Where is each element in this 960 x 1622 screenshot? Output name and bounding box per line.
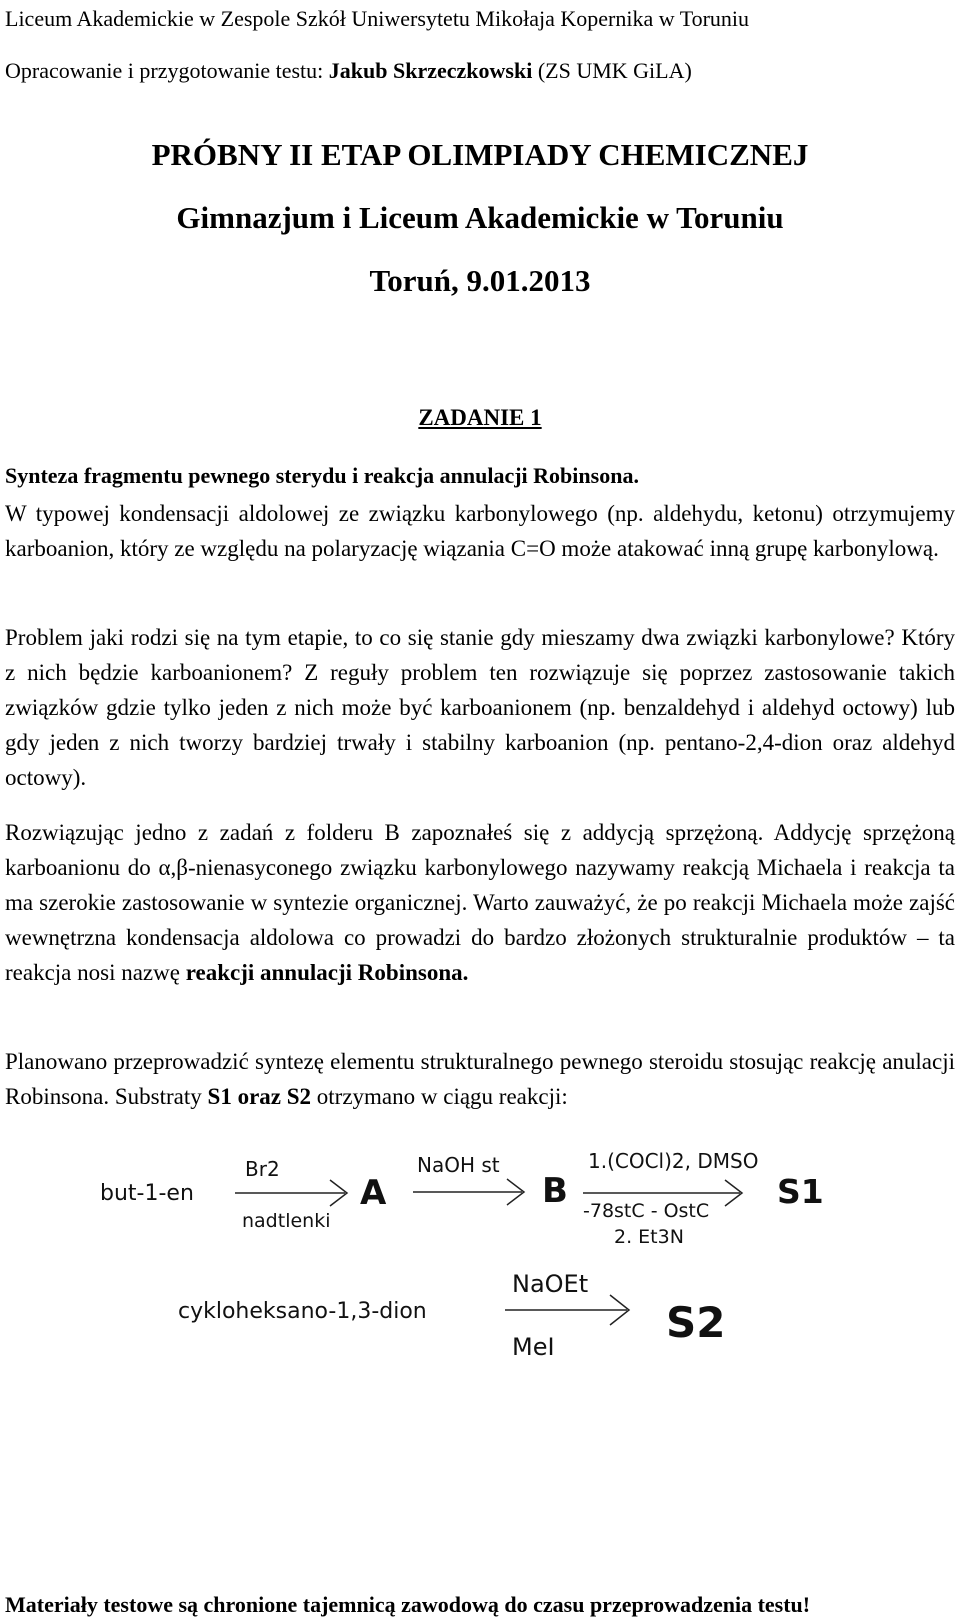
school-title: Gimnazjum i Liceum Akademickie w Toruniu [176, 200, 784, 235]
arrow-2 [413, 1179, 524, 1205]
task-heading: ZADANIE 1 [418, 405, 542, 430]
reaction-scheme-svg [0, 1140, 960, 1410]
paragraph-4 [5, 1044, 955, 1114]
reaction-scheme [0, 1140, 960, 1410]
task-subtitle: Synteza fragmentu pewnego sterydu i reakcja annulacji Robinsona. [5, 463, 639, 488]
author-suffix: (ZS UMK GiLA) [532, 58, 692, 83]
arrow-4 [505, 1295, 629, 1325]
reagent-et3n: 2. Et3N [614, 1226, 684, 1248]
substrates-term: S1 oraz S2 [207, 1084, 312, 1109]
product-b: B [542, 1171, 568, 1211]
reagent-swern-1: 1.(COCl)2, DMSO [588, 1149, 759, 1173]
paragraph-4-text: Planowano przeprowadzić syntezę elementu strukturalnego pewnego steroidu stosując reakcję anulacji Robinsona. Substraty [5, 1049, 955, 1109]
reagent-naoh: NaOH st [417, 1153, 500, 1177]
paragraph-4-suffix: otrzymano w ciągu reakcji: [311, 1084, 568, 1109]
start-but-1-en: but-1-en [100, 1181, 194, 1206]
author-prefix: Opracowanie i przygotowanie testu: [5, 58, 329, 83]
reagent-mei: MeI [512, 1333, 555, 1361]
product-s2: S2 [666, 1298, 726, 1347]
school-header: Liceum Akademickie w Zespole Szkół Uniwersytetu Mikołaja Kopernika w Toruniu [5, 6, 750, 31]
place-date-title: Toruń, 9.01.2013 [369, 263, 591, 298]
author-name: Jakub Skrzeczkowski [328, 58, 533, 83]
main-title: PRÓBNY II ETAP OLIMPIADY CHEMICZNEJ [151, 137, 809, 172]
paragraph-3-text: Rozwiązując jedno z zadań z folderu B zapoznałeś się z addycją sprzężoną. Addycję sprzężoną karboanionu do α,β-nienasyconego związku karbonylowego nazywamy reakcją Michaela i reakcja ta ma szerokie zastosowanie w syntezie organicznej. Warto zauważyć, że po reakcji Michaela może zajść wewnętrzna kondensacja aldolowa co prowadzi do bardzo złożonych strukturalnie produktów – ta reakcja nosi nazwę [5, 820, 955, 985]
robinson-annulation-term: reakcji annulacji Robinsona. [185, 960, 469, 985]
author-line [5, 58, 692, 84]
paragraph-3 [5, 815, 955, 990]
product-s1: S1 [777, 1172, 824, 1211]
reagent-br2: Br2 [245, 1157, 280, 1181]
product-a: A [360, 1173, 387, 1213]
start-cykloheksanodion: cykloheksano-1,3-dion [178, 1299, 427, 1324]
paragraph-2: Problem jaki rodzi się na tym etapie, to co się stanie gdy mieszamy dwa związki karbonylowe? Który z nich będzie karboanionem? Z reguły problem ten rozwiązuje się poprzez zastosowanie takich związków gdzie tylko jeden z nich może być karboanionem (np. benzaldehyd i aldehyd octowy) lub gdy jeden z nich tworzy bardziej trwały i stabilny karboanion (np. pentano-2,4-dion oraz aldehyd octowy). [5, 625, 955, 790]
paragraph-1: W typowej kondensacji aldolowej ze związku karbonylowego (np. aldehydu, ketonu) otrzymujemy karboanion, który ze względu na polaryzację wiązania C=O może atakować inną grupę karbonylową. [5, 501, 955, 561]
confidentiality-footer: Materiały testowe są chronione tajemnicą zawodową do czasu przeprowadzenia testu! [5, 1592, 811, 1617]
reagent-naoet: NaOEt [512, 1270, 589, 1298]
reagent-nadtlenki: nadtlenki [242, 1210, 331, 1232]
reagent-temperature: -78stC - OstC [583, 1200, 710, 1222]
arrow-1 [235, 1180, 347, 1206]
